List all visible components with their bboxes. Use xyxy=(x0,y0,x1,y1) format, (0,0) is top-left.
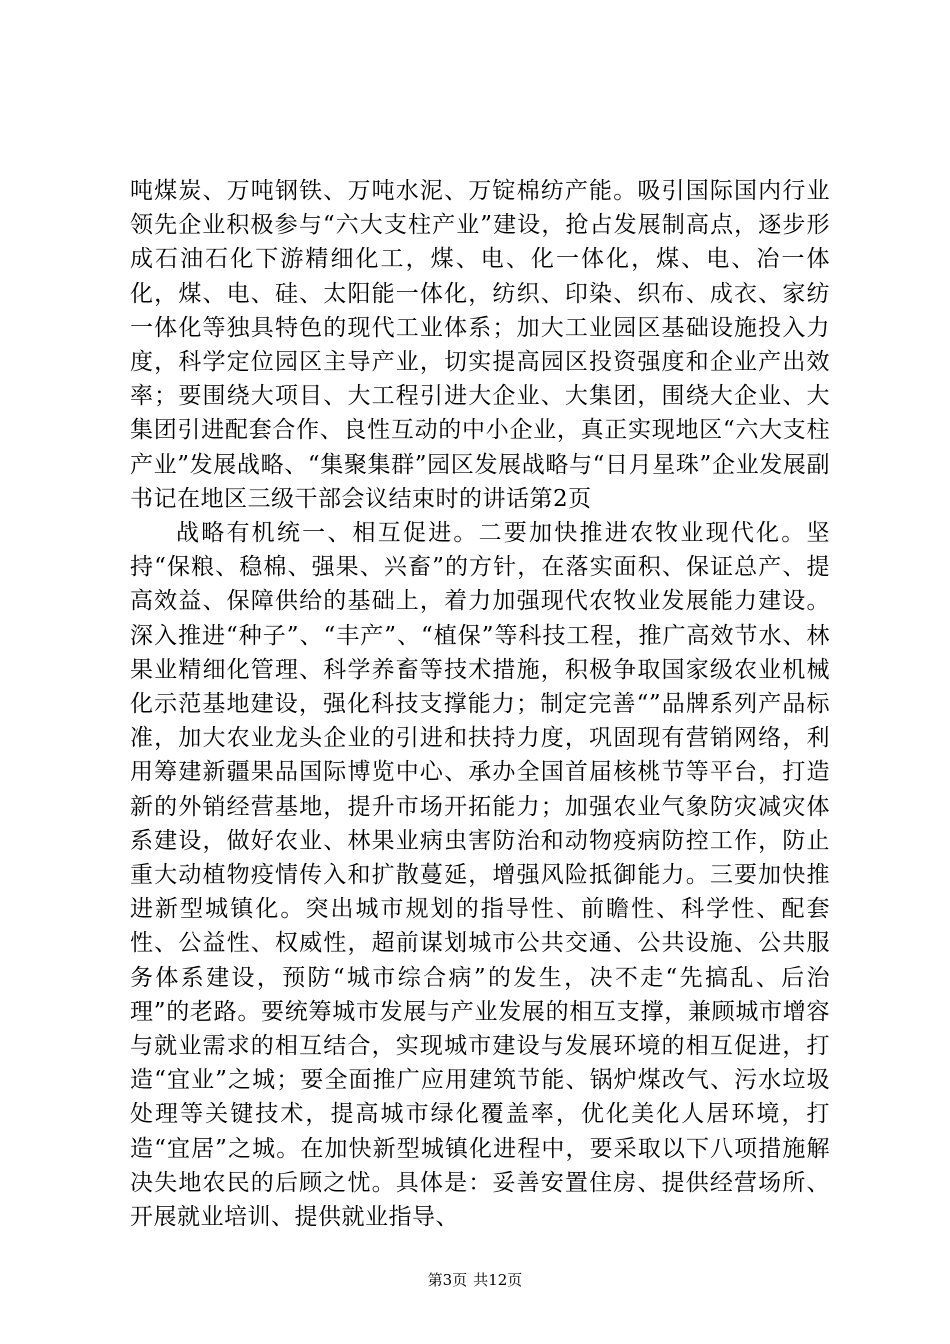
document-body xyxy=(130,174,830,1234)
paragraph: 战略有机统一、相互促进。二要加快推进农牧业现代化。坚持“保粮、稳棉、强果、兴畜”的方针，在落实面积、保证总产、提高效益、保障供给的基础上，着力加强现代农牧业发展能力建设。深入推进“种子”、“丰产”、“植保”等科技工程，推广高效节水、林果业精细化管理、科学养畜等技术措施，积极争取国家级农业机械化示范基地建设，强化科技支撑能力；制定完善“”品牌系列产品标准，加大农业龙头企业的引进和扶持力度，巩固现有营销网络，利用筹建新疆果品国际博览中心、承办全国首届核桃节等平台，打造新的外销经营基地，提升市场开拓能力；加强农业气象防灾减灾体系建设，做好农业、林果业病虫害防治和动物疫病防控工作，防止重大动植物疫情传入和扩散蔓延，增强风险抵御能力。三要加快推进新型城镇化。突出城市规划的指导性、前瞻性、科学性、配套性、公益性、权威性，超前谋划城市公共交通、公共设施、公共服务体系建设，预防“城市综合病”的发生，决不走“先搞乱、后治理”的老路。要统筹城市发展与产业发展的相互支撑，兼顾城市增容与就业需求的相互结合，实现城市建设与发展环境的相互促进，打造“宜业”之城；要全面推广应用建筑节能、锅炉煤改气、污水垃圾处理等关键技术，提高城市绿化覆盖率，优化美化人居环境，打造“宜居”之城。在加快新型城镇化进程中，要采取以下八项措施解决失地农民的后顾之忧。具体是：妥善安置住房、提供经营场所、开展就业培训、提供就业指导、 xyxy=(130,520,830,1231)
page-number: 第3页 xyxy=(427,1271,468,1289)
paragraph-continuation: 吨煤炭、万吨钢铁、万吨水泥、万锭棉纺产能。吸引国际国内行业领先企业积极参与“六大支柱产业”建设，抢占发展制高点，逐步形成石油石化下游精细化工，煤、电、化一体化，煤、电、冶一体化，煤、电、硅、太阳能一体化，纺织、印染、织布、成衣、家纺一体化等独具特色的现代工业体系；加大工业园区基础设施投入力度，科学定位园区主导产业，切实提高园区投资强度和企业产出效率；要围绕大项目、大工程引进大企业、大集团，围绕大企业、大集团引进配套合作、良性互动的中小企业，真正实现地区“六大支柱产业”发展战略、“集聚集群”园区发展战略与“日月星珠”企业发展副书记在地区三级干部会议结束时的讲话第2页 xyxy=(130,178,830,512)
page-total: 共12页 xyxy=(473,1271,523,1289)
page-footer xyxy=(0,1270,950,1290)
